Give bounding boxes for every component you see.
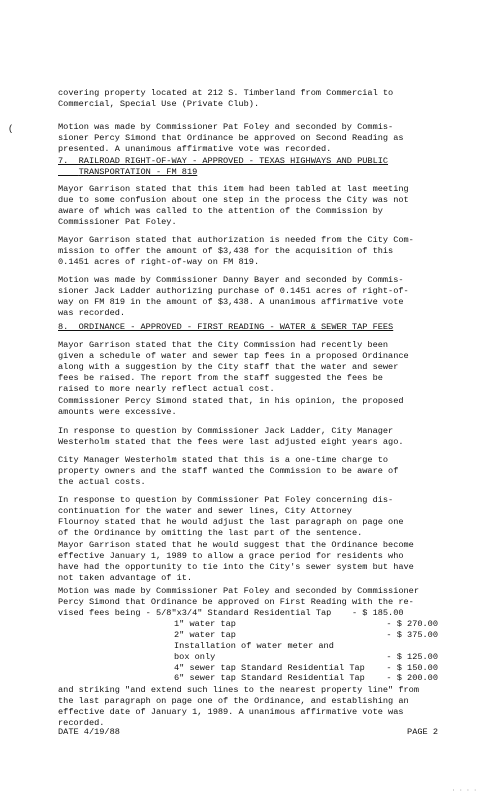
fee-label: 4" sewer tap Standard Residential Tap: [174, 662, 365, 673]
fee-label: 2" water tap: [174, 629, 236, 640]
fee-row: [58, 619, 438, 630]
paragraph-one-time-charge: City Manager Westerholm stated that this is a one-time charge to property owners and the staff wanted the Commission to be aware of the actual costs.: [58, 455, 399, 487]
fee-label: box only: [174, 651, 216, 662]
footer-page-number: PAGE 2: [407, 727, 438, 737]
paragraph-fees-last-adjusted: In response to question by Commissioner Jack Ladder, City Manager Westerholm stated that the fees were last adjusted eight years ago.: [58, 426, 404, 447]
paragraph-effective-date: Mayor Garrison stated that he would suggest that the Ordinance become effective January 1, 1989 to allow a grace period for residents who have had the opportunity to tie into the City's sewer system but have not taken advantage of it.: [58, 540, 414, 583]
fee-label: 6" sewer tap Standard Residential Tap: [174, 673, 365, 684]
paragraph-tabled-item: Mayor Garrison stated that this item had been tabled at last meeting due to some confusion about one step in the process the City was not aware of which was called to the attention of the Commission by Commissioner Pat Foley.: [58, 184, 409, 227]
fee-amount: - $ 150.00: [386, 662, 438, 673]
paragraph-motion-right-of-way: Motion was made by Commissioner Danny Bayer and seconded by Commis- sioner Jack Ladder authorizing purchase of 0.1451 acres of right-of- way on FM 819 in the amount of $3,438. A unanimous affirmative vote was recorded.: [58, 275, 409, 318]
paragraph-rezoning: covering property located at 212 S. Timberland from Commercial to Commercial, Special Use (Private Club).: [58, 88, 394, 109]
fee-row: [58, 652, 438, 663]
paragraph-tap-fee-schedule: Mayor Garrison stated that the City Commission had recently been given a schedule of water and sewer tap fees in a proposed Ordinance along with a suggestion by the City staff that the water and sewer fees be raised. The report from the staff suggested the fees be raised to more nearly reflect actual cost.: [58, 340, 409, 394]
margin-mark: (: [8, 124, 14, 134]
fee-amount: - $ 375.00: [386, 629, 438, 640]
section-8-heading: 8. ORDINANCE - APPROVED - FIRST READING - WATER & SEWER TAP FEES: [58, 322, 394, 332]
footer-date: DATE 4/19/88: [58, 727, 120, 737]
page-footer: [58, 727, 438, 737]
fee-label: 1" water tap: [174, 619, 236, 629]
fee-label: Installation of water meter and: [174, 640, 334, 651]
fee-row: [58, 641, 438, 652]
paragraph-authorization: Mayor Garrison stated that authorization is needed from the City Com- mission to offer the amount of $3,438 for the acquisition of this 0.1451 acres of right-of-way on FM 819.: [58, 235, 414, 267]
fee-row: [58, 673, 438, 684]
fee-amount: - $ 200.00: [386, 673, 438, 684]
fee-table: [58, 619, 438, 684]
fee-row: [58, 663, 438, 674]
fee-amount: - $ 125.00: [386, 651, 438, 662]
paragraph-motion-first-reading: Motion was made by Commissioner Pat Foley and seconded by Commissioner Percy Simond that Ordinance be approved on First Reading with the re- vised fees being - 5/8"x3/4" Standard Residential Tap - $ 185.00: [58, 586, 419, 618]
paragraph-striking-clause: and striking "and extend such lines to the nearest property line" from the last paragraph on page one of the Ordinance, and establishing an effective date of January 1, 1989. A unanimous affirmative vote was recorded.: [58, 685, 419, 728]
section-7-heading: 7. RAILROAD RIGHT-OF-WAY - APPROVED - TEXAS HIGHWAYS AND PUBLIC TRANSPORTATION - FM 819: [58, 156, 389, 177]
fee-row: [58, 630, 438, 641]
paragraph-attorney-adjustment: In response to question by Commissioner Pat Foley concerning dis- continuation for the water and sewer lines, City Attorney Flournoy stated that he would adjust the last paragraph on page one of the Ordinance by omitting the last part of the sentence.: [58, 495, 404, 538]
paragraph-excessive-amounts: Commissioner Percy Simond stated that, in his opinion, the proposed amounts were excessive.: [58, 396, 404, 417]
corner-scan-mark: · · · ·: [451, 787, 477, 794]
paragraph-motion-second-reading: Motion was made by Commissioner Pat Foley and seconded by Commis- sioner Percy Simond that Ordinance be approved on Second Reading as presented. A unanimous affirmative vote was recorded.: [58, 122, 404, 154]
fee-amount: - $ 270.00: [386, 619, 438, 629]
